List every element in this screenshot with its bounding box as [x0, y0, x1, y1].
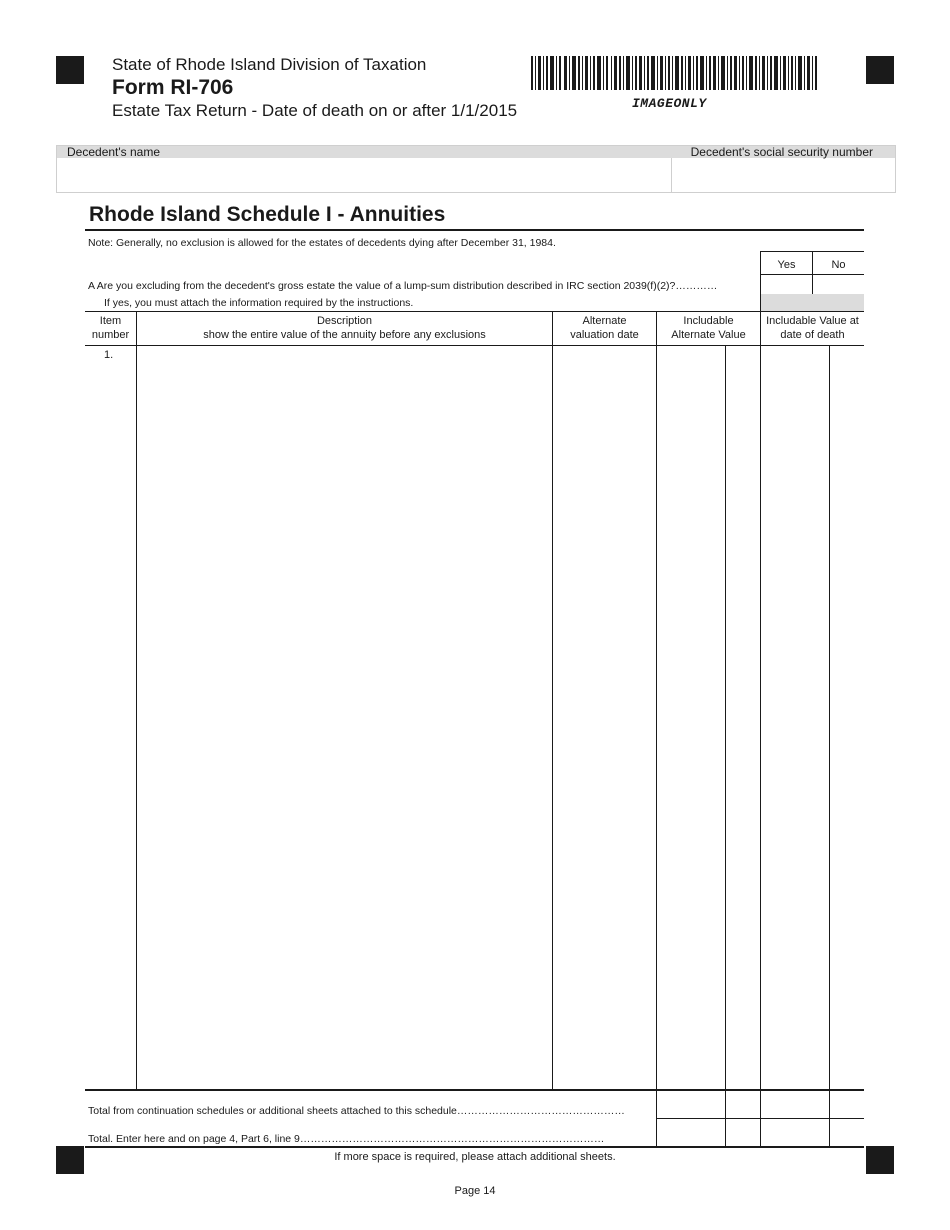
table-row-item-number: 1. [104, 349, 114, 361]
schedule-title: Rhode Island Schedule I - Annuities [89, 203, 446, 226]
dod-value-entry-area[interactable] [761, 346, 864, 1089]
question-a-instruction: If yes, you must attach the information required by the instructions. [104, 297, 414, 309]
barcode-image [531, 56, 817, 90]
column-header-description-line1: Description [316, 315, 373, 327]
decedent-name-field[interactable] [61, 160, 667, 190]
column-header-alternate-value-line2: Alternate Value [671, 329, 746, 341]
table-top-rule [85, 311, 864, 312]
column-header-alternate-date-line1: Alternate [582, 315, 627, 327]
agency-name: State of Rhode Island Division of Taxation [112, 55, 427, 74]
column-header-description-line2: show the entire value of the annuity before any exclusions [203, 329, 486, 341]
grand-total-dod-field[interactable] [761, 1120, 864, 1146]
column-header-item-line1: Item [99, 315, 122, 327]
yesno-shaded-cell [761, 294, 864, 311]
column-header-alternate-value-line1: Includable [683, 315, 734, 327]
alternate-date-entry-area[interactable] [553, 346, 656, 1089]
column-header-dod-value [761, 314, 864, 342]
registration-mark-top-right [866, 56, 894, 84]
column-header-alternate-value [657, 314, 760, 342]
column-header-item-line2: number [91, 329, 130, 341]
grand-total-label: Total. Enter here and on page 4, Part 6, line 9…………………………………………………………………………… [88, 1133, 605, 1145]
column-header-description [137, 314, 552, 342]
question-a: A Are you excluding from the decedent's gross estate the value of a lump-sum distribution described in IRC section 2039(f)(2)?………… [88, 280, 718, 292]
decedent-info-box [56, 145, 896, 193]
decedent-ssn-label: Decedent's social security number [690, 145, 873, 159]
page-number: Page 14 [454, 1185, 496, 1197]
continuation-total-label: Total from continuation schedules or additional sheets attached to this schedule………………………………………… [88, 1105, 625, 1117]
question-a-no-box[interactable] [813, 275, 864, 293]
decedent-name-label: Decedent's name [67, 145, 161, 159]
no-label: No [831, 259, 846, 271]
alternate-value-entry-area[interactable] [657, 346, 760, 1089]
column-header-alternate-date-line2: valuation date [570, 329, 639, 341]
grand-total-rule [85, 1146, 864, 1148]
registration-mark-top-left [56, 56, 84, 84]
schedule-note: Note: Generally, no exclusion is allowed for the estates of decedents dying after December 31, 1984. [88, 237, 556, 249]
title-rule [85, 229, 864, 231]
decedent-ssn-field[interactable] [677, 160, 891, 190]
form-subtitle: Estate Tax Return - Date of death on or after 1/1/2015 [112, 101, 518, 120]
decedent-box-divider [671, 158, 672, 192]
question-a-yes-box[interactable] [761, 275, 812, 293]
column-header-dod-value-line1: Includable Value at [766, 315, 859, 327]
additional-sheets-note: If more space is required, please attach additional sheets. [334, 1151, 616, 1163]
barcode-caption: IMAGEONLY [632, 96, 707, 111]
column-header-alternate-date [553, 314, 656, 342]
continuation-total-dod-field[interactable] [761, 1091, 864, 1117]
description-entry-area[interactable] [137, 346, 552, 1089]
grand-total-alternate-field[interactable] [657, 1120, 760, 1146]
column-header-item [85, 314, 136, 342]
continuation-total-alternate-field[interactable] [657, 1091, 760, 1117]
form-number: Form RI-706 [112, 76, 234, 99]
column-header-dod-value-line2: date of death [780, 329, 845, 341]
yes-label: Yes [777, 259, 796, 271]
